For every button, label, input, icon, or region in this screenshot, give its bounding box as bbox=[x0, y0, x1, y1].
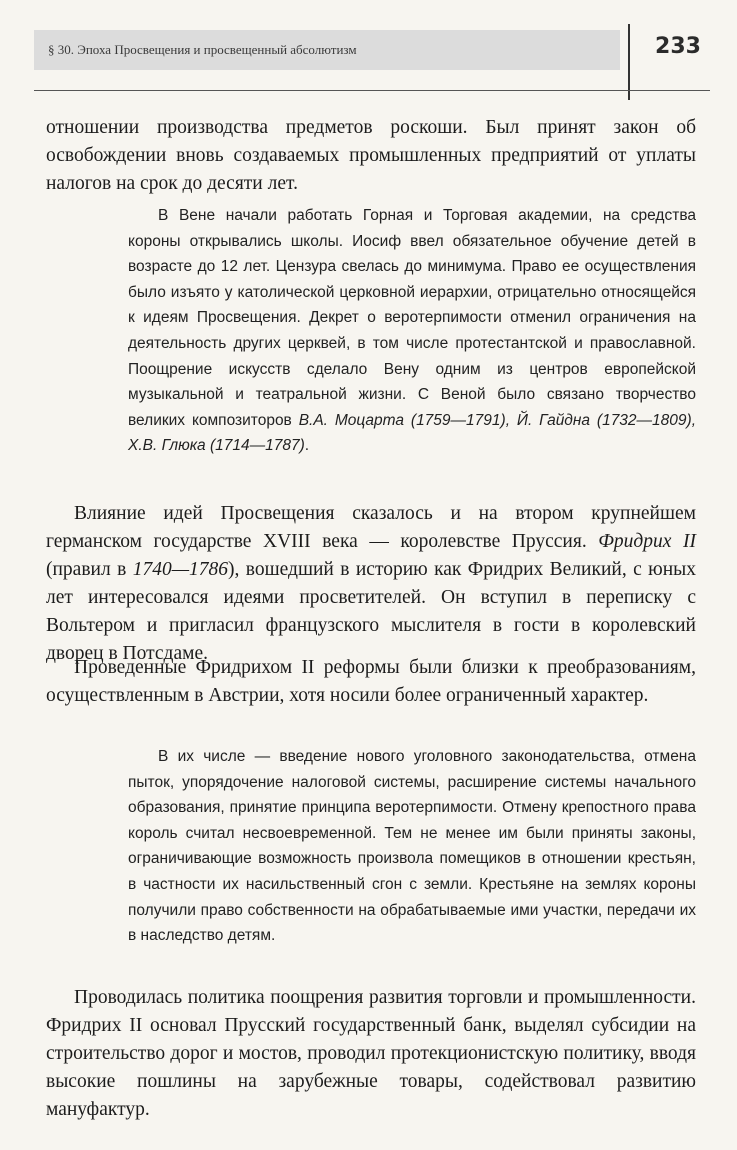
paragraph-reforms: Проведенные Фридрихом II реформы были близки к преобразованиям, осуществленным в Австрии, хотя носили более ограниченный характер. bbox=[46, 657, 696, 706]
page-number: 233 bbox=[655, 34, 701, 59]
composers-names: В.А. Моцарта (1759—1791), Й. Гайдна (1732—1809), Х.В. Глюка (1714—1787) bbox=[128, 411, 696, 455]
prussia-part1: Влияние идей Просвещения сказалось и на втором крупнейшем германском государстве XVIII века — королевстве Пруссия. bbox=[46, 503, 696, 552]
paragraph-prussia bbox=[46, 500, 696, 668]
paragraph-continuation: отношении производства предметов роскоши. Был принят закон об освобождении вновь создаваемых промышленных предприятий от уплаты налогов на срок до десяти лет. bbox=[46, 117, 696, 194]
prussia-part2: (правил в bbox=[46, 559, 133, 580]
small-print-austria bbox=[128, 203, 696, 459]
reign-years: 1740—1786 bbox=[132, 559, 229, 580]
prussia-part3: ), вошедший в историю как Фридрих Великий, с юных лет интересовался идеями просветителей. Он вступил в переписку с Вольтером и пригласил французского мыслителя в гости в королевский дворец в Потсдаме. bbox=[46, 559, 696, 664]
frederick-name: Фридрих II bbox=[598, 531, 696, 552]
small-print-prussia: В их числе — введение нового уголовного законодательства, отмена пыток, упорядочение налоговой системы, расширение системы начального образования, принятие принципа веротерпимости. Отмену крепостного права король считал несвоевременной. Тем не менее им были приняты законы, ограничивающие возможность произвола помещиков в отношении крестьян, в частности их насильственный сгон с земли. Крестьяне на землях короны получили право собственности на обрабатываемые ими участки, передачи их в наследство детям. bbox=[128, 748, 696, 945]
small-print-austria-end: . bbox=[304, 437, 310, 455]
header-divider bbox=[628, 24, 630, 100]
header-title: § 30. Эпоха Просвещения и просвещенный абсолютизм bbox=[48, 42, 357, 57]
small-print-austria-text: В Вене начали работать Горная и Торговая академии, на средства короны открывались школы. Иосиф ввел обязательное обучение детей в возрасте до 12 лет. Цензура свелась до минимума. Право ее осуществления было изъято у католической церковной иерархии, отрицательно относящейся к идеям Просвещения. Декрет о веротерпимости отменил ограничения на деятельность других церквей, в том числе протестантской и православной. Поощрение искусств сделало Вену одним из центров европейской музыкальной и театральной жизни. С Веной было связано творчество великих композиторов bbox=[128, 207, 696, 429]
header-rule bbox=[34, 90, 710, 91]
running-header bbox=[34, 30, 620, 70]
paragraph-trade: Проводилась политика поощрения развития торговли и промышленности. Фридрих II основал Прусский государственный банк, выделял субсидии на строительство дорог и мостов, проводил протекционистскую политику, вводя высокие пошлины на зарубежные товары, содействовал развитию мануфактур. bbox=[46, 987, 696, 1120]
